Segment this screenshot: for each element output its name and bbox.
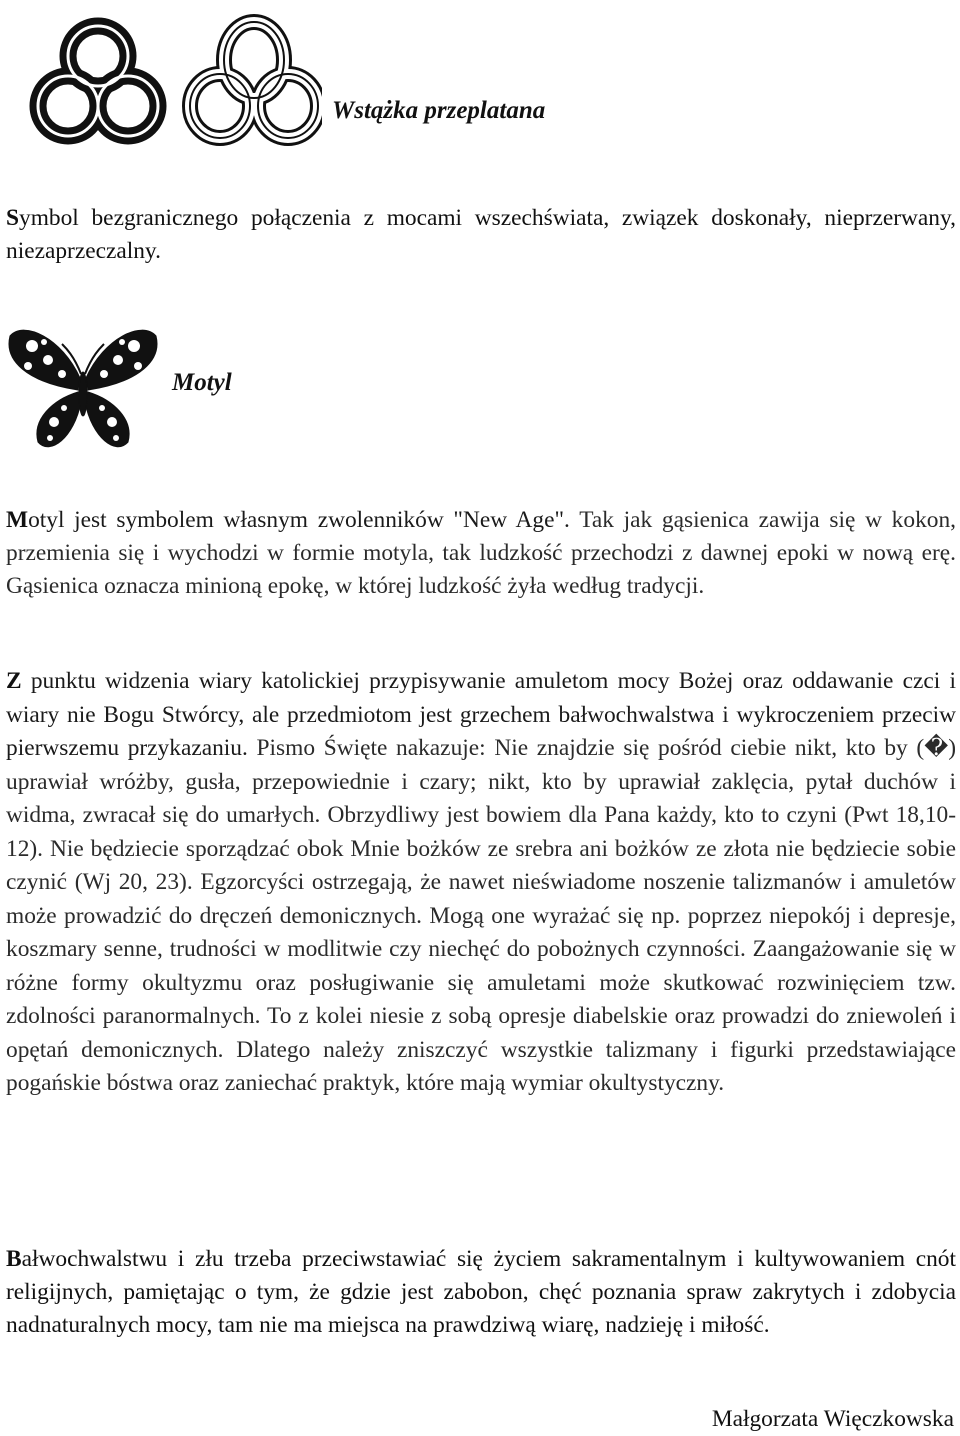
closing-paragraph bbox=[6, 1243, 956, 1342]
interlaced-knot-icon bbox=[6, 2, 322, 164]
paragraph-text: ałwochwalstwu i złu trzeba przeciwstawiać się życiem sakramentalnym i kultywowaniem cnót religijnych, pamiętając o tym, że gdzie jest zabobon, chęć poznania spraw zakrytych i zdobycia nadnaturalnych mocy, tam nie ma miejsca na prawdziwą wiarę, nadzieję i miłość. bbox=[6, 1246, 956, 1338]
drop-initial: Z bbox=[6, 668, 22, 694]
paragraph-text: punktu widzenia wiary katolickiej przypisywanie amuletom mocy Bożej oraz oddawanie czci i wiary nie Bogu Stwórcy, ale przedmiotom jest grzechem bałwochwalstwa i wykroczeniem przeciw pierwszemu przykazaniu. bbox=[6, 668, 956, 761]
paragraph-text: otyl jest symbolem własnym zwolenników "New Age". bbox=[28, 507, 570, 533]
drop-initial: B bbox=[6, 1246, 22, 1272]
ribbon-knot-icon bbox=[190, 22, 318, 138]
catholic-view-paragraph bbox=[6, 665, 956, 1101]
drop-initial: M bbox=[6, 507, 29, 533]
knot-description bbox=[6, 202, 956, 268]
butterfly-description bbox=[6, 504, 956, 603]
section-title-knot: Wstążka przeplatana bbox=[332, 97, 546, 124]
drop-initial: S bbox=[6, 205, 20, 231]
paragraph-text-continued: Tak jak gąsienica zawija się w kokon, przemienia się i wychodzi w formie motyla, tak ludzkość przechodzi z dawnej epoki w nową erę. Gąsienica oznacza minioną epokę, w której ludzkość żyła według tradycji. bbox=[6, 507, 956, 599]
author-signature: Małgorzata Więczkowska bbox=[711, 1406, 954, 1432]
butterfly-icon bbox=[4, 316, 162, 456]
paragraph-text: ymbol bezgranicznego połączenia z mocami wszechświata, związek doskonały, nieprzerwany, niezaprzeczalny. bbox=[6, 205, 956, 264]
section-title-butterfly: Motyl bbox=[172, 369, 232, 396]
trefoil-knot-icon bbox=[38, 26, 158, 136]
paragraph-text-continued: Pismo Święte nakazuje: Nie znajdzie się pośród ciebie nikt, kto by (�) uprawiał wróżby, gusła, przepowiednie i czary; nikt, kto by uprawiał zaklęcia, pytał duchów i widma, zwracał się do umarłych. Obrzydliwy jest bowiem dla Pana każdy, kto to czyni (Pwt 18,10-12). Nie będziecie sporządzać obok Mnie bożków ze srebra ani bożków ze złota nie będziecie sobie czynić (Wj 20, 23). Egzorcyści ostrzegają, że nawet nieświadome noszenie talizmanów i amuletów może prowadzić do dręczeń demonicznych. Mogą one wyrażać się np. poprzez niepokój i depresje, koszmary senne, trudności w modlitwie czy niechęć do pobożnych czynności. Zaangażowanie się w różne formy okultyzmu oraz posługiwanie się amuletami może skutkować rozwinięciem tzw. zdolności paranormalnych. To z kolei niesie z sobą opresje diabelskie oraz prowadzi do zniewoleń i opętań demonicznych. Dlatego należy zniszczyć wszystkie talizmany i figurki przedstawiające pogańskie bóstwa oraz zaniechać praktyk, które mają wymiar okultystyczny. bbox=[6, 735, 956, 1096]
